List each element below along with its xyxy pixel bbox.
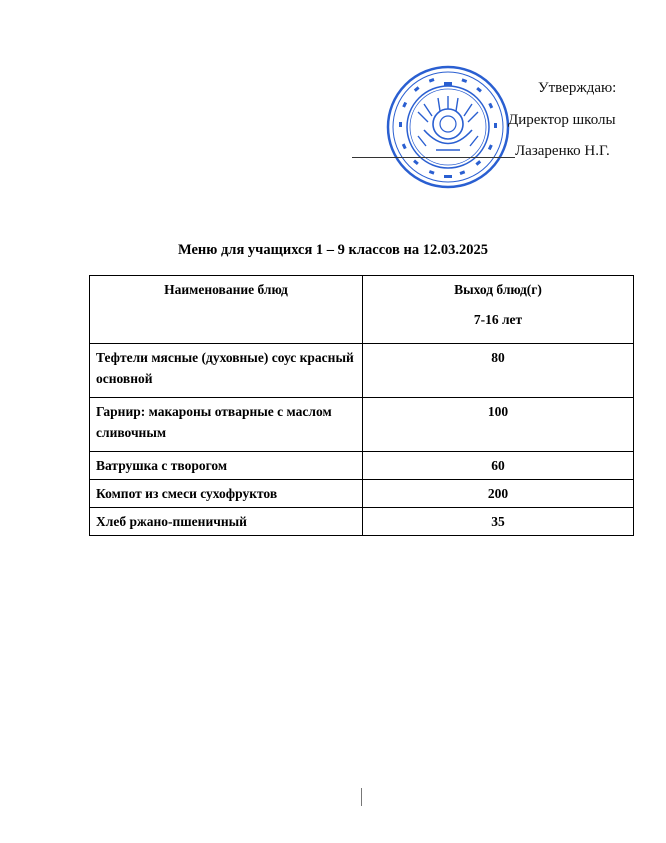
signature-line — [352, 157, 515, 158]
menu-table — [89, 275, 634, 536]
dish-output-cell: 200 — [363, 480, 634, 508]
school-seal-stamp — [384, 62, 512, 192]
menu-title: Меню для учащихся 1 – 9 классов на 12.03.2025 — [177, 242, 488, 258]
header-output — [363, 276, 634, 344]
dish-name-cell: Компот из смеси сухофруктов — [90, 480, 363, 508]
table-row — [90, 480, 634, 508]
table-row — [90, 398, 634, 452]
page-cursor-mark — [361, 788, 362, 806]
dish-output-cell: 60 — [363, 452, 634, 480]
dish-name-cell: Ватрушка с творогом — [90, 452, 363, 480]
header-age-group: 7-16 лет — [473, 312, 523, 327]
header-dish-name: Наименование блюд — [90, 276, 363, 344]
dish-name-cell: Гарнир: макароны отварные с маслом сливочным — [90, 398, 363, 452]
dish-name-cell: Тефтели мясные (духовные) соус красный основной — [90, 344, 363, 398]
approver-name: Лазаренко Н.Г. — [515, 143, 610, 159]
dish-output-cell: 80 — [363, 344, 634, 398]
approval-block — [0, 0, 666, 210]
dish-output-cell: 100 — [363, 398, 634, 452]
table-row — [90, 344, 634, 398]
header-output-label: Выход блюд(г) — [454, 282, 542, 297]
table-row — [90, 452, 634, 480]
table-row — [90, 508, 634, 536]
table-header-row — [90, 276, 634, 344]
approval-heading: Утверждаю: — [538, 80, 617, 96]
dish-output-cell: 35 — [363, 508, 634, 536]
approver-position: Директор школы — [508, 112, 616, 128]
dish-name-cell: Хлеб ржано-пшеничный — [90, 508, 363, 536]
